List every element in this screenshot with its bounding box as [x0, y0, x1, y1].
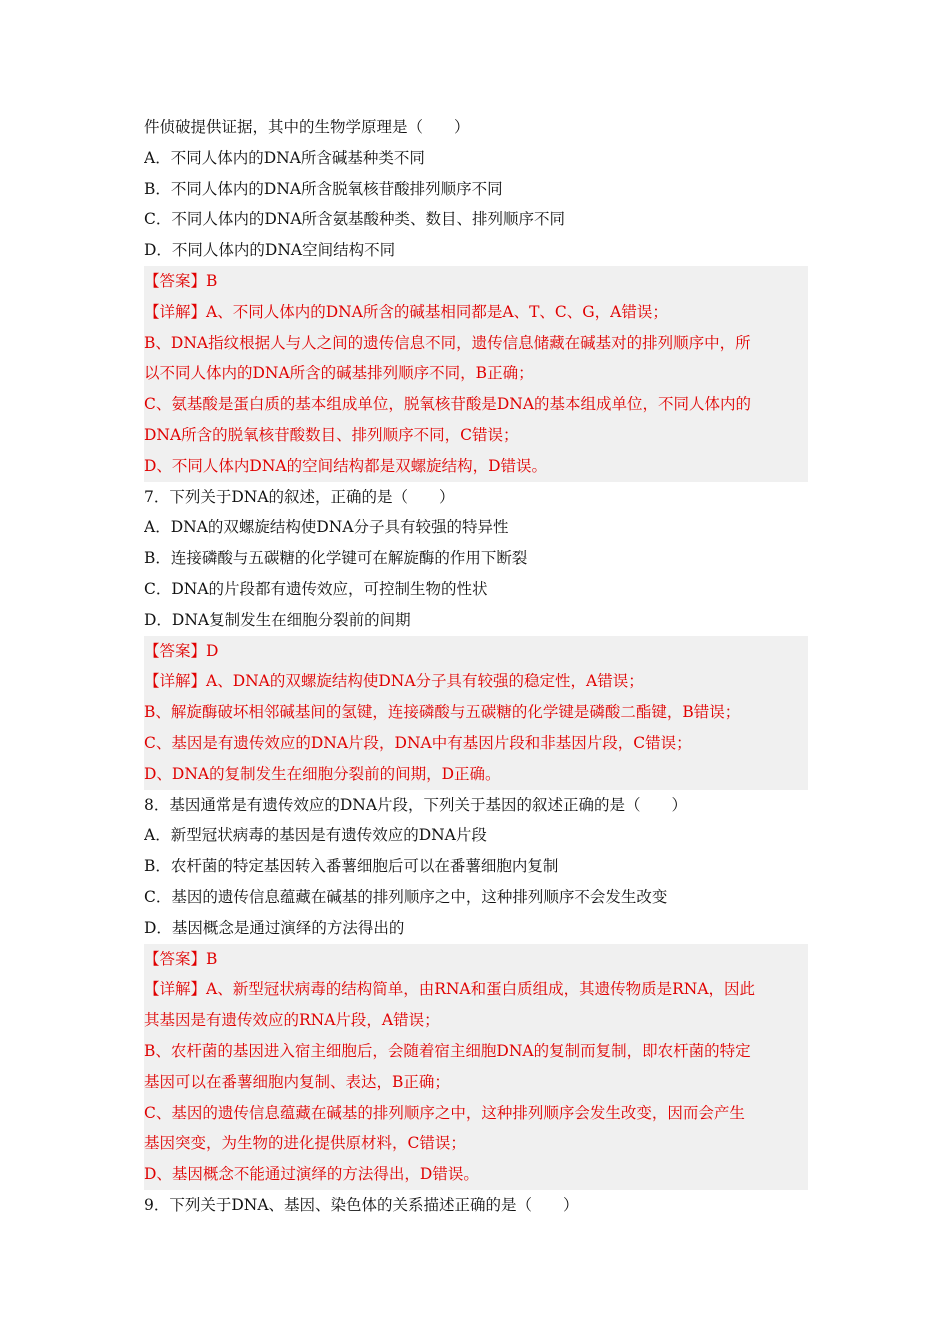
- q8-explanation-line: 【详解】A、新型冠状病毒的结构简单，由RNA和蛋白质组成，其遗传物质是RNA，因此: [144, 980, 756, 999]
- q6-option-d: D．不同人体内的DNA空间结构不同: [144, 241, 396, 260]
- q8-option-c: C．基因的遗传信息蕴藏在碱基的排列顺序之中，这种排列顺序不会发生改变: [144, 887, 668, 906]
- q6-explanation-line: B、DNA指纹根据人与人之间的遗传信息不同，遗传信息储藏在碱基对的排列顺序中，所: [144, 333, 751, 352]
- q6-explanation-line: DNA所含的脱氧核苷酸数目、排列顺序不同，C错误；: [144, 425, 519, 444]
- q8-explanation-line: 基因可以在番薯细胞内复制、表达，B正确；: [144, 1072, 450, 1091]
- q8-option-d: D．基因概念是通过演绎的方法得出的: [144, 918, 405, 937]
- q7-answer: 【答案】D: [144, 641, 219, 660]
- q8-explanation-line: 基因突变，为生物的进化提供原材料，C错误；: [144, 1134, 466, 1153]
- q6-stem: 件侦破提供证据，其中的生物学原理是（ ）: [144, 118, 470, 136]
- q7-option-d: D．DNA复制发生在细胞分裂前的间期: [144, 610, 411, 629]
- q8-explanation-line: B、农杆菌的基因进入宿主细胞后，会随着宿主细胞DNA的复制而复制，即农杆菌的特定: [144, 1041, 751, 1060]
- q9-stem: 9．下列关于DNA、基因、染色体的关系描述正确的是（ ）: [144, 1195, 579, 1214]
- q7-option-a: A．DNA的双螺旋结构使DNA分子具有较强的特异性: [144, 518, 509, 537]
- q8-explanation-line: C、基因的遗传信息蕴藏在碱基的排列顺序之中，这种排列顺序会发生改变，因而会产生: [144, 1103, 745, 1122]
- q7-stem: 7．下列关于DNA的叙述，正确的是（ ）: [144, 487, 455, 506]
- q8-answer: 【答案】B: [144, 949, 218, 968]
- q7-option-c: C．DNA的片段都有遗传效应，可控制生物的性状: [144, 579, 488, 598]
- q8-explanation-line: 其基因是有遗传效应的RNA片段，A错误；: [144, 1011, 440, 1030]
- q8-answer-block: [144, 944, 808, 1190]
- q8-option-a: A．新型冠状病毒的基因是有遗传效应的DNA片段: [144, 826, 487, 845]
- q6-answer: 【答案】B: [144, 271, 218, 290]
- q6-explanation-line: D、不同人体内DNA的空间结构都是双螺旋结构，D错误。: [144, 456, 548, 475]
- q6-option-c: C．不同人体内的DNA所含氨基酸种类、数目、排列顺序不同: [144, 210, 566, 229]
- q8-explanation-line: D、基因概念不能通过演绎的方法得出，D错误。: [144, 1165, 479, 1184]
- q8-option-b: B．农杆菌的特定基因转入番薯细胞后可以在番薯细胞内复制: [144, 857, 559, 876]
- q7-option-b: B．连接磷酸与五碳糖的化学键可在解旋酶的作用下断裂: [144, 549, 528, 568]
- q6-explanation-line: C、氨基酸是蛋白质的基本组成单位，脱氧核苷酸是DNA的基本组成单位，不同人体内的: [144, 395, 752, 414]
- q7-explanation-line: D、DNA的复制发生在细胞分裂前的间期，D正确。: [144, 764, 501, 783]
- q6-option-b: B．不同人体内的DNA所含脱氧核苷酸排列顺序不同: [144, 179, 503, 198]
- q6-option-a: A．不同人体内的DNA所含碱基种类不同: [144, 148, 425, 167]
- q6-answer-block: [144, 266, 808, 482]
- page-content: [144, 112, 808, 1221]
- q6-explanation-line: 【详解】A、不同人体内的DNA所含的碱基相同都是A、T、C、G，A错误；: [144, 302, 668, 321]
- q7-explanation-line: B、解旋酶破坏相邻碱基间的氢键，连接磷酸与五碳糖的化学键是磷酸二酯键，B错误；: [144, 703, 741, 722]
- q7-answer-block: [144, 636, 808, 790]
- q8-stem: 8．基因通常是有遗传效应的DNA片段，下列关于基因的叙述正确的是（ ）: [144, 795, 688, 814]
- q7-explanation-line: 【详解】A、DNA的双螺旋结构使DNA分子具有较强的稳定性，A错误；: [144, 672, 644, 691]
- q7-explanation-line: C、基因是有遗传效应的DNA片段，DNA中有基因片段和非基因片段，C错误；: [144, 733, 692, 752]
- q6-explanation-line: 以不同人体内的DNA所含的碱基排列顺序不同，B正确；: [144, 364, 534, 383]
